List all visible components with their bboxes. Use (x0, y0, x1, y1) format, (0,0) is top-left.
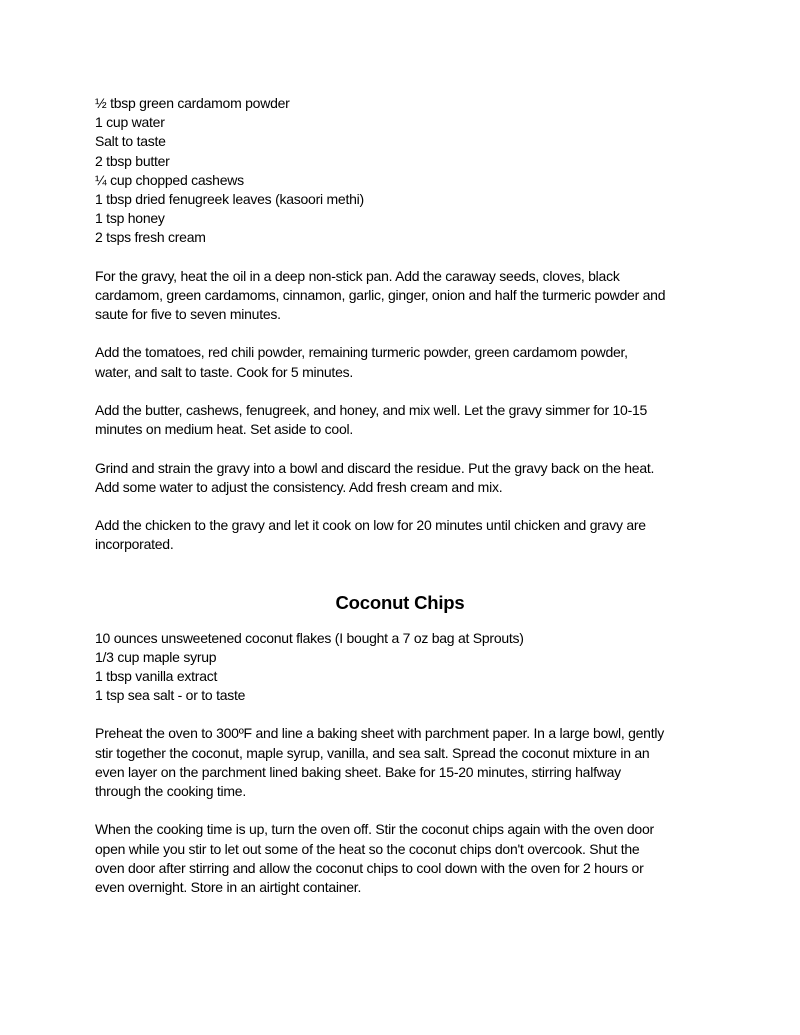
recipe-title: Coconut Chips (335, 591, 465, 613)
ingredient-item: 1 tbsp vanilla extract (95, 667, 218, 684)
spacer (95, 382, 735, 401)
text-line: Add the tomatoes, red chili powder, remaining turmeric powder, green cardamom powder, (95, 344, 628, 361)
text-line: even layer on the parchment lined baking sheet. Bake for 15-20 minutes, stirring halfway (95, 763, 621, 780)
ingredient-item: 1/3 cup maple syrup (95, 648, 217, 665)
ingredient-item: 10 ounces unsweetened coconut flakes (I bought a 7 oz bag at Sprouts) (95, 629, 524, 646)
instruction-paragraph (95, 724, 735, 801)
text-line: Preheat the oven to 300ºF and line a baking sheet with parchment paper. In a large bowl, gently (95, 725, 664, 742)
spacer (95, 801, 735, 820)
text-line: through the cooking time. (95, 783, 246, 799)
ingredient-item: 2 tbsp butter (95, 152, 170, 169)
ingredient-item: Salt to taste (95, 133, 166, 150)
text-line: incorporated. (95, 536, 174, 553)
ingredient-item: 2 tsps fresh cream (95, 229, 206, 246)
instruction-paragraph (95, 343, 735, 381)
ingredient-item: ½ tbsp green cardamom powder (95, 95, 290, 111)
ingredient-item: ¼ cup chopped cashews (95, 171, 244, 188)
ingredient-item: 1 tsp honey (95, 210, 165, 227)
text-line: Add some water to adjust the consistency. Add fresh cream and mix. (95, 478, 503, 495)
document-page (95, 94, 735, 897)
instruction-paragraph (95, 401, 735, 439)
spacer (95, 615, 735, 629)
spacer (95, 555, 735, 591)
gravy-ingredient-list (95, 94, 735, 248)
text-line: When the cooking time is up, turn the oven off. Stir the coconut chips again with the oven door (95, 821, 654, 838)
text-line: saute for five to seven minutes. (95, 306, 281, 323)
text-line: even overnight. Store in an airtight container. (95, 878, 362, 895)
spacer (95, 439, 735, 458)
text-line: For the gravy, heat the oil in a deep non-stick pan. Add the caraway seeds, cloves, black (95, 267, 620, 284)
ingredient-item: 1 tsp sea salt - or to taste (95, 687, 246, 704)
coconut-chips-ingredient-list (95, 629, 735, 706)
text-line: stir together the coconut, maple syrup, vanilla, and sea salt. Spread the coconut mixture in an (95, 744, 650, 761)
spacer (95, 705, 735, 724)
ingredient-item: 1 tbsp dried fenugreek leaves (kasoori methi) (95, 190, 364, 207)
instruction-paragraph (95, 516, 735, 554)
text-line: Grind and strain the gravy into a bowl and discard the residue. Put the gravy back on the heat. (95, 459, 655, 476)
instruction-paragraph (95, 267, 735, 325)
instruction-paragraph (95, 820, 735, 897)
text-line: cardamom, green cardamoms, cinnamon, garlic, ginger, onion and half the turmeric powder and (95, 286, 666, 303)
text-line: minutes on medium heat. Set aside to cool. (95, 421, 353, 438)
spacer (95, 497, 735, 516)
spacer (95, 324, 735, 343)
text-line: Add the butter, cashews, fenugreek, and honey, and mix well. Let the gravy simmer for 10-15 (95, 402, 648, 418)
text-line: water, and salt to taste. Cook for 5 minutes. (95, 363, 353, 380)
text-line: oven door after stirring and allow the coconut chips to cool down with the oven for 2 hours or (95, 859, 644, 876)
spacer (95, 248, 735, 267)
text-line: open while you stir to let out some of the heat so the coconut chips don't overcook. Shut the (95, 840, 640, 857)
instruction-paragraph (95, 459, 735, 497)
ingredient-item: 1 cup water (95, 114, 165, 131)
text-line: Add the chicken to the gravy and let it cook on low for 20 minutes until chicken and gravy are (95, 517, 646, 534)
